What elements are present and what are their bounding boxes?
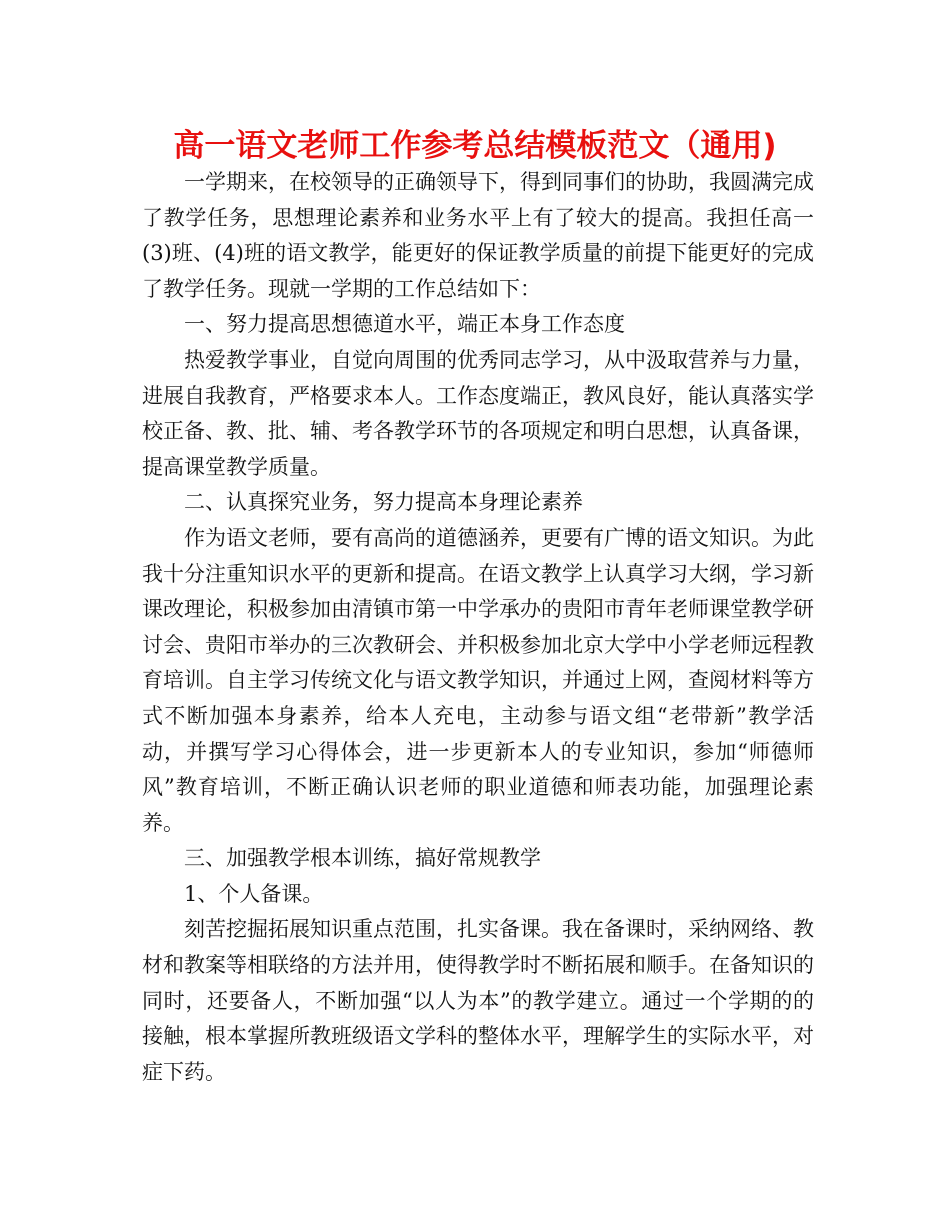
intro-paragraph: 一学期来，在校领导的正确领导下，得到同事们的协助，我圆满完成了教学任务，思想理论素养和业务水平上有了较大的提高。我担任高一(3)班、(4)班的语文教学，能更好的保证教学质量的前提下能更好的完成了教学任务。现就一学期的工作总结如下： <box>142 170 814 301</box>
section-2-paragraph: 作为语文老师，要有高尚的道德涵养，更要有广博的语文知识。为此我十分注重知识水平的更新和提高。在语文教学上认真学习大纲，学习新课改理论，积极参加由清镇市第一中学承办的贵阳市青年老师课堂教学研讨会、贵阳市举办的三次教研会、并积极参加北京大学中小学老师远程教育培训。自主学习传统文化与语文教学知识，并通过上网，查阅材料等方式不断加强本身素养，给本人充电，主动参与语文组“老带新”教学活动，并撰写学习心得体会，进一步更新本人的专业知识，参加“师德师风”教育培训，不断正确认识老师的职业道德和师表功能，加强理论素养。 <box>142 525 814 835</box>
section-heading-2: 二、认真探究业务，努力提高本身理论素养 <box>184 490 583 515</box>
section-heading-3: 三、加强教学根本训练，搞好常规教学 <box>184 846 541 871</box>
document-body <box>142 165 814 1090</box>
section-1-paragraph: 热爱教学事业，自觉向周围的优秀同志学习，从中汲取营养与力量，进展自我教育，严格要求本人。工作态度端正，教风良好，能认真落实学校正备、教、批、辅、考各教学环节的各项规定和明白思想，认真备课，提高课堂教学质量。 <box>142 347 814 479</box>
subsection-1-paragraph: 刻苦挖掘拓展知识重点范围，扎实备课。我在备课时，采纳网络、教材和教案等相联络的方法并用，使得教学时不断拓展和顺手。在备知识的同时，还要备人，不断加强“以人为本”的教学建立。通过一个学期的的接触，根本掌握所教班级语文学科的整体水平，理解学生的实际水平，对症下药。 <box>142 917 814 1084</box>
section-heading-1: 一、努力提高思想德道水平，端正本身工作态度 <box>184 312 625 337</box>
subsection-heading-1: 1、个人备课。 <box>184 881 324 906</box>
document-title: 高一语文老师工作参考总结模板范文（通用) <box>173 128 777 164</box>
